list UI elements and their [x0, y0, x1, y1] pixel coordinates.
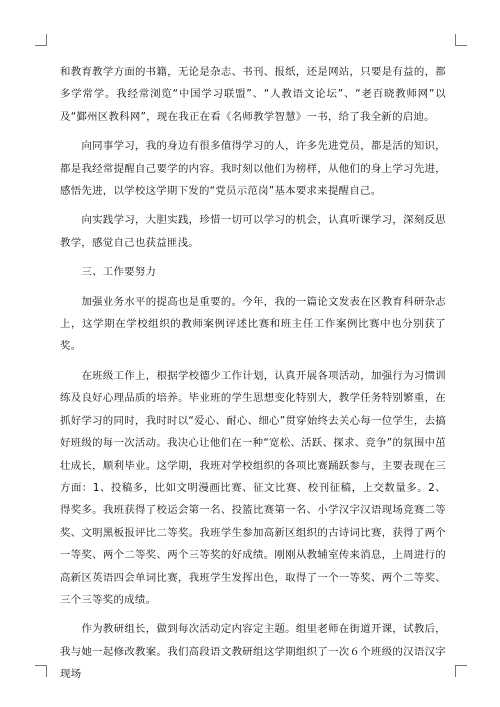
- section-heading-work-hard: 三、工作要努力: [60, 266, 157, 279]
- paragraph-learn-from-colleagues: 向同事学习，我的身边有很多值得学习的人，许多先进党员，都是活的知识，都是我经常提醒自己要学的内容。我时刻以他们为榜样，从他们的身上学习先进，感悟先进，以学校这学期下发的“党员示范岗”基本要求来提醒自己。: [60, 140, 446, 198]
- crop-mark-bottom-left: [35, 665, 47, 677]
- paragraph-learn-from-practice: 向实践学习，大胆实践，珍惜一切可以学习的机会，认真听课学习，深刻反思教学，感觉自己也获益匪浅。: [60, 214, 446, 249]
- crop-mark-bottom-right: [455, 665, 467, 677]
- document-body: [60, 61, 446, 693]
- paragraph-teaching-research-leader: 作为教研组长，做到每次活动定内容定主题。组里老师在街道开课，试教后，我与她一起修改教案。我们高段语文教研组这学期组织了一次６个班级的汉语汉字现场: [60, 623, 446, 681]
- paragraph-class-work: 在班级工作上，根据学校德少工作计划，认真开展各项活动，加强行为习惯训练及良好心理品质的培养。毕业班的学生思想变化特别大，教学任务特别繁重，在抓好学习的同时，我时时以“爱心、耐心、细心”贯穿始终去关心每一位学生，去搞好班级的每一次活动。我决心让他们在一种“宽松、活跃、探求、竞争”的氛围中茁壮成长，顺利毕业。这学期，我班对学校组织的各项比赛踊跃参与，主要表现在三方面：1、投稿多，比如文明漫画比赛、征文比赛、校刊征稿，上交数量多。2、得奖多。我班获得了校运会第一名、投篮比赛第一名、小学汉字汉语现场竞赛二等奖、文明黑板报评比二等奖。我班学生参加高新区组织的古诗词比赛，获得了两个一等奖、两个二等奖、两个三等奖的好成绩。刚刚从教辅室传来消息，上周进行的高新区英语四会单词比赛，我班学生发挥出色，取得了一个一等奖、两个二等奖、三个三等奖的成绩。: [60, 369, 446, 606]
- crop-mark-top-right: [455, 34, 467, 46]
- crop-mark-top-left: [35, 34, 47, 46]
- paragraph-reading-books: 和教育教学方面的书籍，无论是杂志、书刊、报纸，还是网站，只要是有益的，都多学常学。我经常浏览“中国学习联盟”、“人教语文论坛”、“老百晓教师网”以及“鄞州区教科网”，现在我正在看《名师教学智慧》一书，给了我全新的启迪。: [60, 66, 446, 123]
- paragraph-professional-improvement: 加强业务水平的提高也是重要的。今年，我的一篇论文发表在区教育科研杂志上，这学期在学校组织的教师案例评述比赛和班主任工作案例比赛中也分别获了奖。: [60, 295, 446, 353]
